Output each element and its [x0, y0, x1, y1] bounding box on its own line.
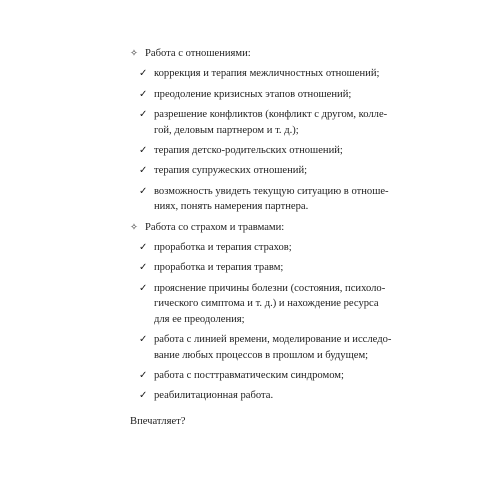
list-item-text: работа с посттравматическим синдромом;	[154, 369, 344, 381]
list-item	[130, 281, 386, 327]
list-item-text: гой, деловым партнером и т. д.);	[154, 124, 299, 136]
list-item	[130, 87, 382, 102]
section-fears-traumas	[130, 220, 392, 404]
check-icon: ✓	[139, 262, 148, 274]
list-item-text: реабилитационная работа.	[154, 390, 274, 402]
list-item	[130, 184, 389, 215]
list-item-text: терапия супружеских отношений;	[154, 165, 308, 177]
list-item-text: для ее преодоления;	[154, 313, 245, 325]
bullet-list	[130, 240, 392, 404]
list-item	[130, 260, 382, 275]
list-item-text: преодоление кризисных этапов отношений;	[154, 88, 352, 100]
list-item-text: гического симптома и т. д.) и нахождение ресурса	[154, 298, 379, 310]
list-item	[130, 143, 382, 158]
list-item-text: разрешение конфликтов (конфликт с другом, колле-	[154, 109, 388, 121]
list-item-text: вание любых процессов в прошлом и будущем;	[154, 349, 369, 361]
list-item-text: работа с линией времени, моделирование и исследо-	[154, 334, 392, 346]
check-icon: ✓	[139, 390, 148, 402]
diamond-bullet-icon: ✧	[130, 221, 138, 233]
check-icon: ✓	[139, 242, 148, 254]
check-icon: ✓	[139, 88, 148, 100]
check-icon: ✓	[139, 369, 148, 381]
list-item-text: возможность увидеть текущую ситуацию в отноше-	[154, 185, 389, 197]
list-item	[130, 388, 382, 403]
list-item-text: терапия детско-родительских отношений;	[154, 145, 343, 157]
diamond-bullet-icon: ✧	[130, 48, 138, 59]
closing-question: Впечатляет?	[130, 415, 186, 427]
list-item-text: проработка и терапия травм;	[154, 262, 284, 274]
list-item-text: ниях, понять намерения партнера.	[154, 201, 309, 213]
list-item	[130, 163, 382, 178]
list-item	[130, 368, 382, 383]
list-item	[130, 240, 382, 255]
section-heading	[130, 46, 382, 61]
check-icon: ✓	[139, 334, 148, 346]
list-item-text: коррекция и терапия межличностных отношений;	[154, 68, 380, 80]
section-title: Работа со страхом и травмами:	[145, 221, 285, 233]
page-content	[130, 46, 392, 429]
check-icon: ✓	[139, 185, 148, 197]
check-icon: ✓	[139, 165, 148, 177]
section-relationships	[130, 46, 389, 215]
check-icon: ✓	[139, 282, 148, 294]
check-icon: ✓	[139, 145, 148, 157]
list-item	[130, 332, 392, 363]
section-heading	[130, 220, 382, 235]
list-item-text: проработка и терапия страхов;	[154, 242, 292, 254]
list-item	[130, 66, 382, 81]
list-item-text: прояснение причины болезни (состояния, психоло-	[154, 282, 386, 294]
section-title: Работа с отношениями:	[145, 48, 251, 59]
check-icon: ✓	[139, 109, 148, 121]
bullet-list	[130, 66, 389, 214]
list-item	[130, 107, 388, 138]
check-icon: ✓	[139, 68, 148, 80]
